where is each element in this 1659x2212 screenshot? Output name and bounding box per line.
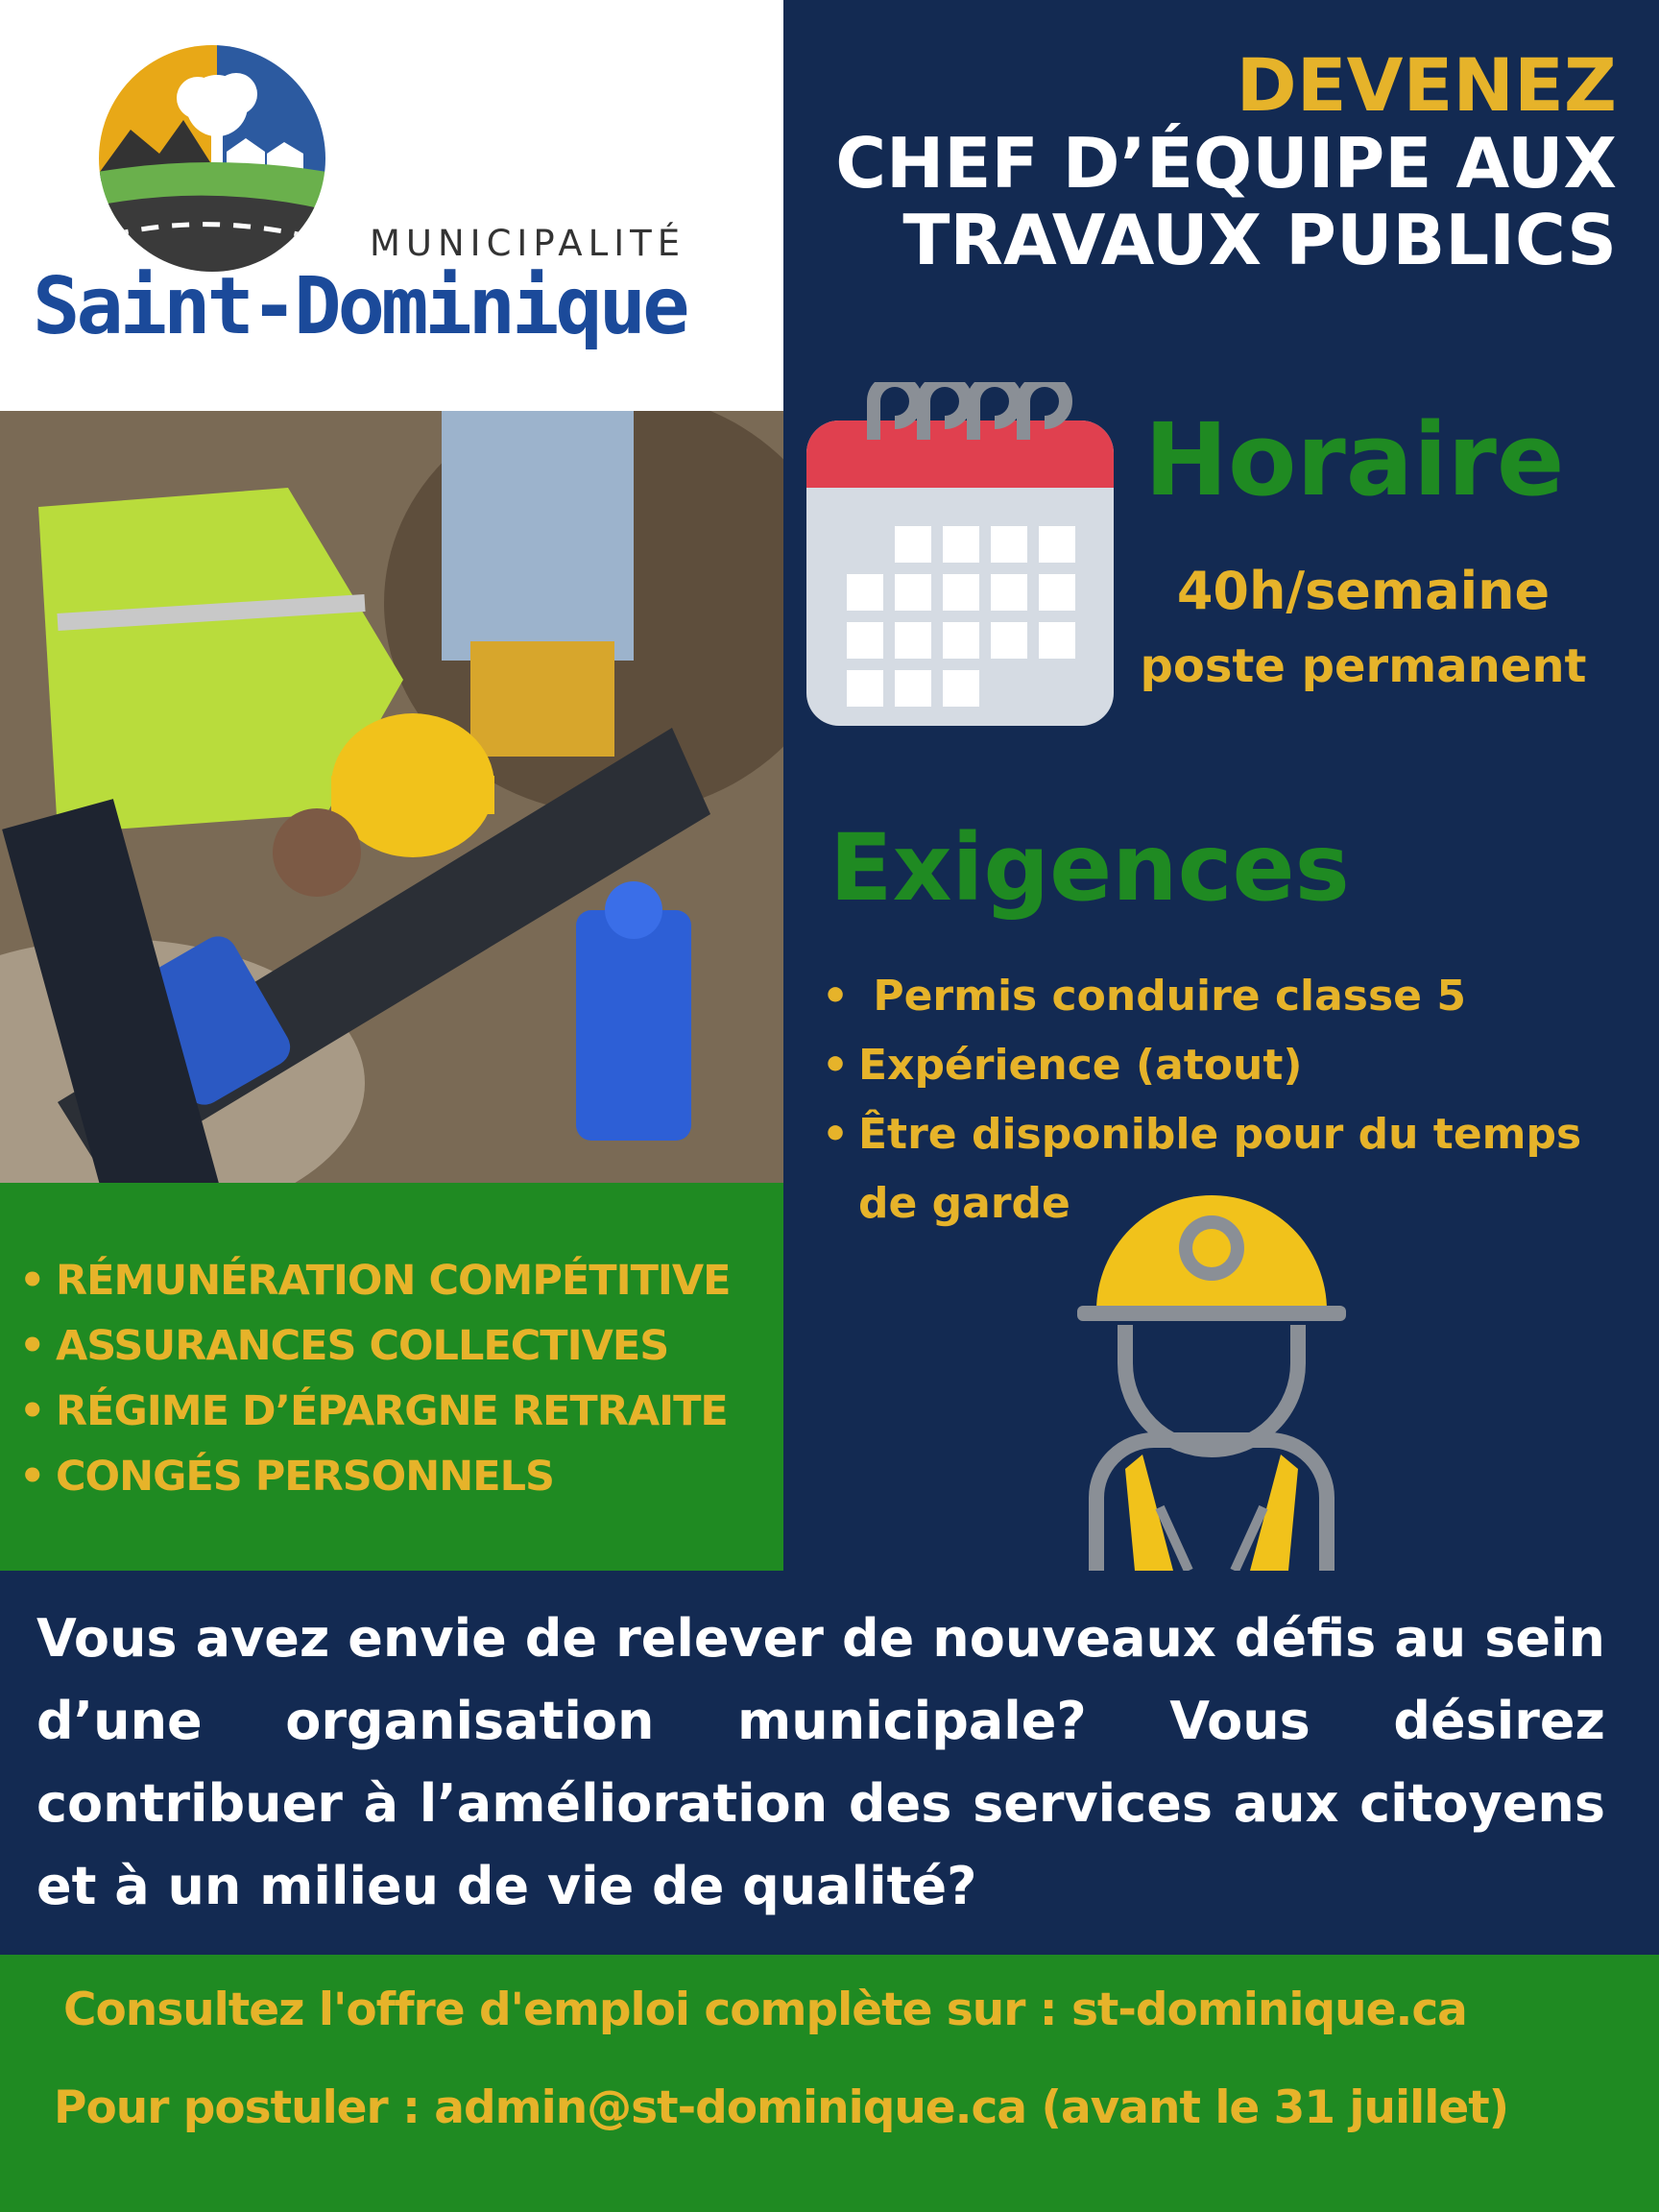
headline-devenez: DEVENEZ <box>1236 42 1617 128</box>
worker-photo <box>0 411 783 1183</box>
horaire-heading: Horaire <box>1144 401 1565 518</box>
construction-worker-icon <box>1068 1181 1356 1571</box>
headline-job-title-1: CHEF D’ÉQUIPE AUX <box>835 123 1617 204</box>
worker-photo-illustration <box>0 411 783 1183</box>
benefit-item: • ASSURANCES COLLECTIVES <box>15 1313 774 1379</box>
footer-consult-offer: Consultez l'offre d'emploi complète sur : st-dominique.ca <box>63 1984 1467 2036</box>
requirement-item: • Être disponible pour du temps de garde <box>818 1100 1624 1238</box>
horaire-position-type: poste permanent <box>1140 639 1587 693</box>
intro-paragraph: Vous avez envie de relever de nouveaux défis au sein d’une organisation municipale? Vous désirez contribuer à l’amélioration des services aux citoyens et à un milieu de vie de qualité? <box>36 1608 1605 1916</box>
headline-job-title-2: TRAVAUX PUBLICS <box>902 200 1617 280</box>
benefit-item: • CONGÉS PERSONNELS <box>15 1444 774 1509</box>
footer-apply-contact: Pour postuler : admin@st-dominique.ca (avant le 31 juillet) <box>54 2081 1509 2134</box>
logo-panel <box>0 0 783 411</box>
calendar-icon <box>806 382 1114 728</box>
benefit-item: • RÉMUNÉRATION COMPÉTITIVE <box>15 1248 774 1313</box>
logo-municipalite-label: MUNICIPALITÉ <box>370 223 686 264</box>
horaire-hours: 40h/semaine <box>1176 561 1551 621</box>
requirement-item: • Permis conduire classe 5 <box>818 962 1624 1031</box>
logo-municipality-name: Saint-Dominique <box>33 261 686 352</box>
benefits-list <box>15 1248 774 1509</box>
requirement-item: • Expérience (atout) <box>818 1031 1624 1100</box>
benefit-item: • RÉGIME D’ÉPARGNE RETRAITE <box>15 1379 774 1444</box>
municipal-logo-emblem <box>92 38 332 278</box>
exigences-heading: Exigences <box>830 814 1350 922</box>
